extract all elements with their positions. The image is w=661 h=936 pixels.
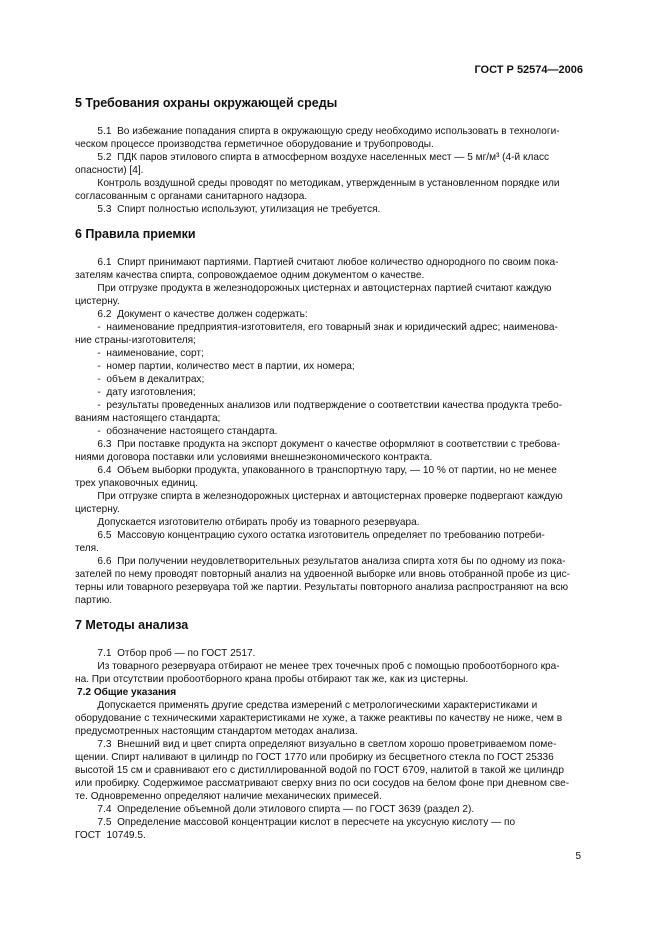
text-line: трех упаковочных единиц. — [75, 478, 199, 489]
text-line: зателям качества спирта, сопровождаемое одним документом о качестве. — [75, 270, 425, 281]
subsection-7-2-title: 7.2 Общие указания — [77, 687, 177, 698]
section-5-title: 5 Требования охраны окружающей среды — [75, 96, 338, 110]
text-line: 6.6 При получении неудовлетворительных результатов анализа спирта хотя бы по одному из пока- — [75, 556, 566, 567]
text-line: или пробирку. Содержимое рассматривают сверху вниз по оси сосудов на белом фоне при дневном све- — [75, 778, 570, 789]
text-line: Из товарного резервуара отбирают не менее трех точечных проб с помощью пробоотборного кра- — [75, 661, 560, 672]
text-line: 5.1 Во избежание попадания спирта в окружающую среду необходимо использовать в технологи- — [75, 126, 560, 137]
section-7-title: 7 Методы анализа — [75, 618, 189, 632]
text-line: терны или товарного резервуара той же партии. Результаты повторного анализа распространяют на всю — [75, 582, 569, 593]
text-line: 6.2 Документ о качестве должен содержать: — [75, 309, 308, 320]
text-line: зателей по нему проводят повторный анализ на удвоенной выборке или вновь отобранной пробе из цис- — [75, 569, 571, 580]
text-line: щении. Спирт наливают в цилиндр по ГОСТ 1770 или пробирку из бесцветного стекла по ГОСТ 25336 — [75, 752, 554, 763]
text-line: партию. — [75, 595, 113, 606]
text-line: ческом процессе производства герметичное оборудование и трубопроводы. — [75, 139, 434, 150]
text-line: высотой 15 см и сравнивают его с дистиллированной водой по ГОСТ 6709, налитой в такой же цилиндр — [75, 765, 564, 776]
page-number: 5 — [575, 851, 581, 862]
text-line: - наименование предприятия-изготовителя, его товарный знак и юридический адрес; наименова- — [75, 322, 558, 333]
section-6-body — [75, 256, 585, 607]
text-line: опасности) [4]. — [75, 165, 144, 176]
text-line: - дату изготовления; — [75, 387, 196, 398]
text-line: 7.4 Определение объемной доли этилового спирта — по ГОСТ 3639 (раздел 2). — [75, 804, 475, 815]
text-line: ние страны-изготовителя; — [75, 335, 196, 346]
text-line: согласованным с органами санитарного надзора. — [75, 191, 308, 202]
text-line: 6.5 Массовую концентрацию сухого остатка изготовитель определяет по требованию потреби- — [75, 530, 545, 541]
text-line: 6.3 При поставке продукта на экспорт документ о качестве оформляют в соответствии с требова- — [75, 439, 561, 450]
text-line: ниями договора поставки или условиями внешнеэкономического контракта. — [75, 452, 433, 463]
text-line: - обозначение настоящего стандарта. — [75, 426, 278, 437]
text-line: теля. — [75, 543, 99, 554]
text-line: Контроль воздушной среды проводят по методикам, утвержденным в установленном порядке или — [75, 178, 560, 189]
text-line: При отгрузке продукта в железнодорожных цистернах и автоцистернах партией считают каждую — [75, 283, 552, 294]
text-line: 5.2 ПДК паров этилового спирта в атмосферном воздухе населенных мест — 5 мг/м³ (4-й класс — [75, 152, 550, 163]
section-6-title: 6 Правила приемки — [75, 227, 196, 241]
text-line: цистерну. — [75, 296, 120, 307]
text-line: цистерну. — [75, 504, 120, 515]
text-line: 7.1 Отбор проб — по ГОСТ 2517. — [75, 648, 256, 659]
text-line: 5.3 Спирт полностью используют, утилизация не требуется. — [75, 204, 381, 215]
section-7-body — [75, 647, 585, 842]
document-code-header: ГОСТ Р 52574—2006 — [474, 64, 583, 76]
text-line: Допускается изготовителю отбирать пробу из товарного резервуара. — [75, 517, 420, 528]
text-line: 6.4 Объем выборки продукта, упакованного в транспортную тару, — 10 % от партии, но не менее — [75, 465, 557, 476]
text-line: ГОСТ 10749.5. — [75, 830, 146, 841]
text-line: Допускается применять другие средства измерений с метрологическими характеристиками и — [75, 700, 538, 711]
text-line: предусмотренных настоящим стандартом методах анализа. — [75, 726, 358, 737]
text-line: - объем в декалитрах; — [75, 374, 205, 385]
text-line: При отгрузке спирта в железнодорожных цистернах и автоцистернах проверке подвергают каждую — [75, 491, 563, 502]
text-line: оборудование с техническими характеристиками не хуже, а также реактивы по качеству не ниже, чем в — [75, 713, 563, 724]
text-line: те. Одновременно определяют наличие механических примесей. — [75, 791, 382, 802]
text-line: - номер партии, количество мест в партии, их номера; — [75, 361, 355, 372]
text-line: ваниям настоящего стандарта; — [75, 413, 221, 424]
section-5-body — [75, 125, 585, 216]
text-line: - результаты проведенных анализов или подтверждение о соответствии качества продукта требо- — [75, 400, 563, 411]
text-line: 7.3 Внешний вид и цвет спирта определяют визуально в светлом хорошо проветриваемом поме- — [75, 739, 557, 750]
text-line: 6.1 Спирт принимают партиями. Партией считают любое количество однородного по своим пока- — [75, 257, 559, 268]
text-line: на. При отсутствии пробоотборного крана пробы отбирают так же, как из цистерны. — [75, 674, 469, 685]
text-line: 7.5 Определение массовой концентрации кислот в пересчете на уксусную кислоту — по — [75, 817, 516, 828]
text-line: - наименование, сорт; — [75, 348, 204, 359]
